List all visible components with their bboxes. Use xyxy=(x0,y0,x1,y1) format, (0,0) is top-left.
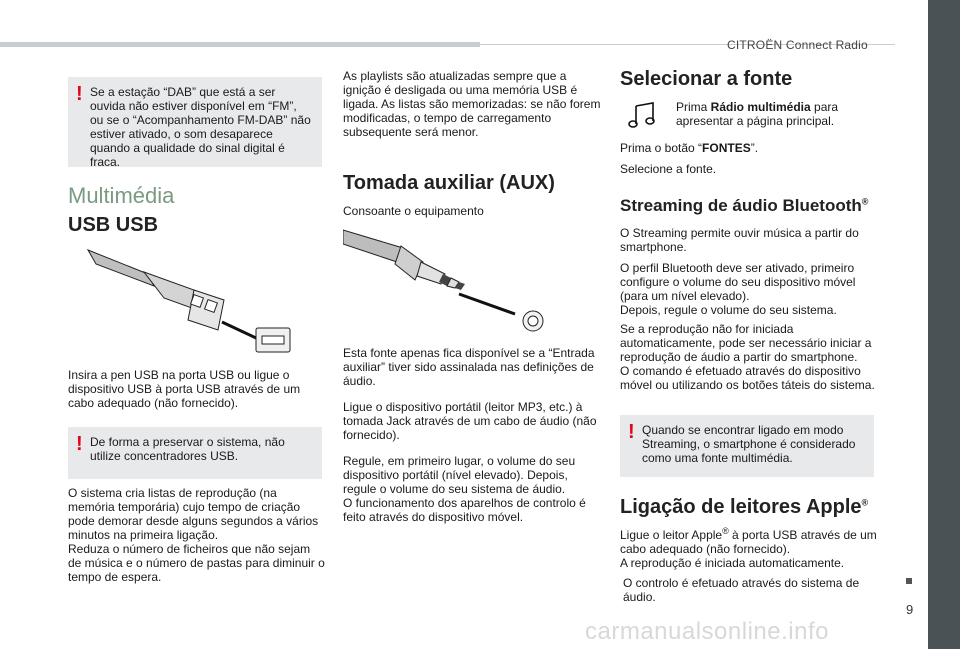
press-suffix: para apresentar a página principal. xyxy=(676,100,839,128)
watermark: carmanualsonline.info xyxy=(585,618,829,645)
fontes-label: FONTES xyxy=(702,141,751,155)
aux-text-3b: O funcionamento dos aparelhos de controlo é feito através do dispositivo móvel. xyxy=(343,496,586,524)
bt-text-2 xyxy=(620,261,878,317)
usb-text: Insira a pen USB na porta USB ou ligue o dispositivo USB à porta USB através de um cabo adequado (não fornecido). xyxy=(68,368,301,410)
registered-mark: ® xyxy=(861,196,869,207)
warning-icon: ! xyxy=(628,421,635,443)
aux-text-3 xyxy=(343,454,601,524)
fontes-suffix: ”. xyxy=(750,141,759,155)
aux-text-1: Esta fonte apenas fica disponível se a “Entrada auxiliar” tiver sido assinalada nas definições de áudio. xyxy=(343,346,595,388)
bt-text-2a: O perfil Bluetooth deve ser ativado, primeiro configure o volume do seu dispositivo móvel (para um nível elevado). xyxy=(620,261,856,303)
bluetooth-heading xyxy=(620,196,868,216)
select-source-heading: Selecionar a fonte xyxy=(620,68,793,90)
section-title: Multimédia xyxy=(68,183,175,208)
bt-text-2b: Depois, regule o volume do seu sistema. xyxy=(620,303,837,317)
warning-icon: ! xyxy=(76,83,83,105)
select-source-text: Selecione a fonte. xyxy=(620,162,717,176)
apple-text-1 xyxy=(620,528,878,570)
playlist-update-text: As playlists são atualizadas sempre que a ignição é desligada ou uma memória USB é ligada. As listas são memorizadas: se não forem modificadas, o tempo de carregamento subsequente será menor. xyxy=(343,69,601,139)
warning-box-usb-hub xyxy=(68,427,322,479)
header-title: CITROËN Connect Radio xyxy=(727,38,868,52)
playlist-text-2: Reduza o número de ficheiros que não sejam de música e o número de pastas para diminuir o tempo de espera. xyxy=(68,542,325,584)
warning-text: Quando se encontrar ligado em modo Streaming, o smartphone é considerado como uma fonte multimédia. xyxy=(642,423,856,465)
page-number: 9 xyxy=(906,602,914,617)
playlist-text-1: O sistema cria listas de reprodução (na memória temporária) cujo tempo de criação pode demorar desde alguns segundos a vários minutos na primeira ligação. xyxy=(68,486,319,542)
apple-heading-text: Ligação de leitores Apple xyxy=(620,496,862,518)
press-fontes xyxy=(620,141,878,155)
bt-text-3a: Se a reprodução não for iniciada automaticamente, pode ser necessário iniciar a reprodução de áudio a partir do smartphone. xyxy=(620,322,872,364)
press-radio-multimedia xyxy=(676,100,876,128)
aux-heading: Tomada auxiliar (AUX) xyxy=(343,172,555,194)
music-note-icon xyxy=(627,101,657,129)
warning-box-dab xyxy=(68,77,322,167)
jack-illustration xyxy=(343,222,553,332)
apple-text-1-line xyxy=(620,528,878,556)
apple-text-1-suffix: à porta USB através de um cabo adequado (não fornecido). xyxy=(620,528,877,556)
warning-icon: ! xyxy=(76,433,83,455)
usb-illustration xyxy=(84,244,294,354)
aux-text-2: Ligue o dispositivo portátil (leitor MP3, etc.) à tomada Jack através de um cabo de áudio (não fornecido). xyxy=(343,400,597,442)
bluetooth-heading-text: Streaming de áudio Bluetooth xyxy=(620,196,862,215)
bt-text-1: O Streaming permite ouvir música a partir do smartphone. xyxy=(620,226,859,254)
radio-multimedia-label: Rádio multimédia xyxy=(710,100,811,114)
right-sidebar xyxy=(928,0,960,649)
apple-heading xyxy=(620,496,868,519)
registered-mark: ® xyxy=(722,526,729,536)
aux-text-3a: Regule, em primeiro lugar, o volume do seu dispositivo portátil (nível elevado). Depois, regule o volume do seu sistema de áudio. xyxy=(343,454,576,496)
apple-text-2: A reprodução é iniciada automaticamente. xyxy=(620,556,845,570)
bt-text-3b: O comando é efetuado através do dispositivo móvel ou utilizando os botões táteis do sistema. xyxy=(620,364,875,392)
press-prefix: Prima xyxy=(676,100,711,114)
fontes-prefix: Prima o botão “ xyxy=(620,141,703,155)
aux-intro: Consoante o equipamento xyxy=(343,204,484,218)
warning-text: Se a estação “DAB” que está a ser ouvida não estiver disponível em “FM”, ou se o “Acompanhamento FM-DAB” não estiver ativado, o som desaparece quando a qualidade do sinal digital é fraca. xyxy=(90,85,311,169)
warning-box-streaming xyxy=(620,415,874,477)
bt-text-3 xyxy=(620,322,878,392)
apple-text-1-prefix: Ligue o leitor Apple xyxy=(620,528,723,542)
usb-heading: USB USB xyxy=(68,214,159,236)
continue-marker xyxy=(906,578,912,584)
warning-text: De forma a preservar o sistema, não utilize concentradores USB. xyxy=(90,435,285,463)
registered-mark: ® xyxy=(861,497,869,508)
playlist-text xyxy=(68,486,326,584)
apple-text-3: O controlo é efetuado através do sistema de áudio. xyxy=(623,576,860,604)
header-rule xyxy=(0,42,480,47)
